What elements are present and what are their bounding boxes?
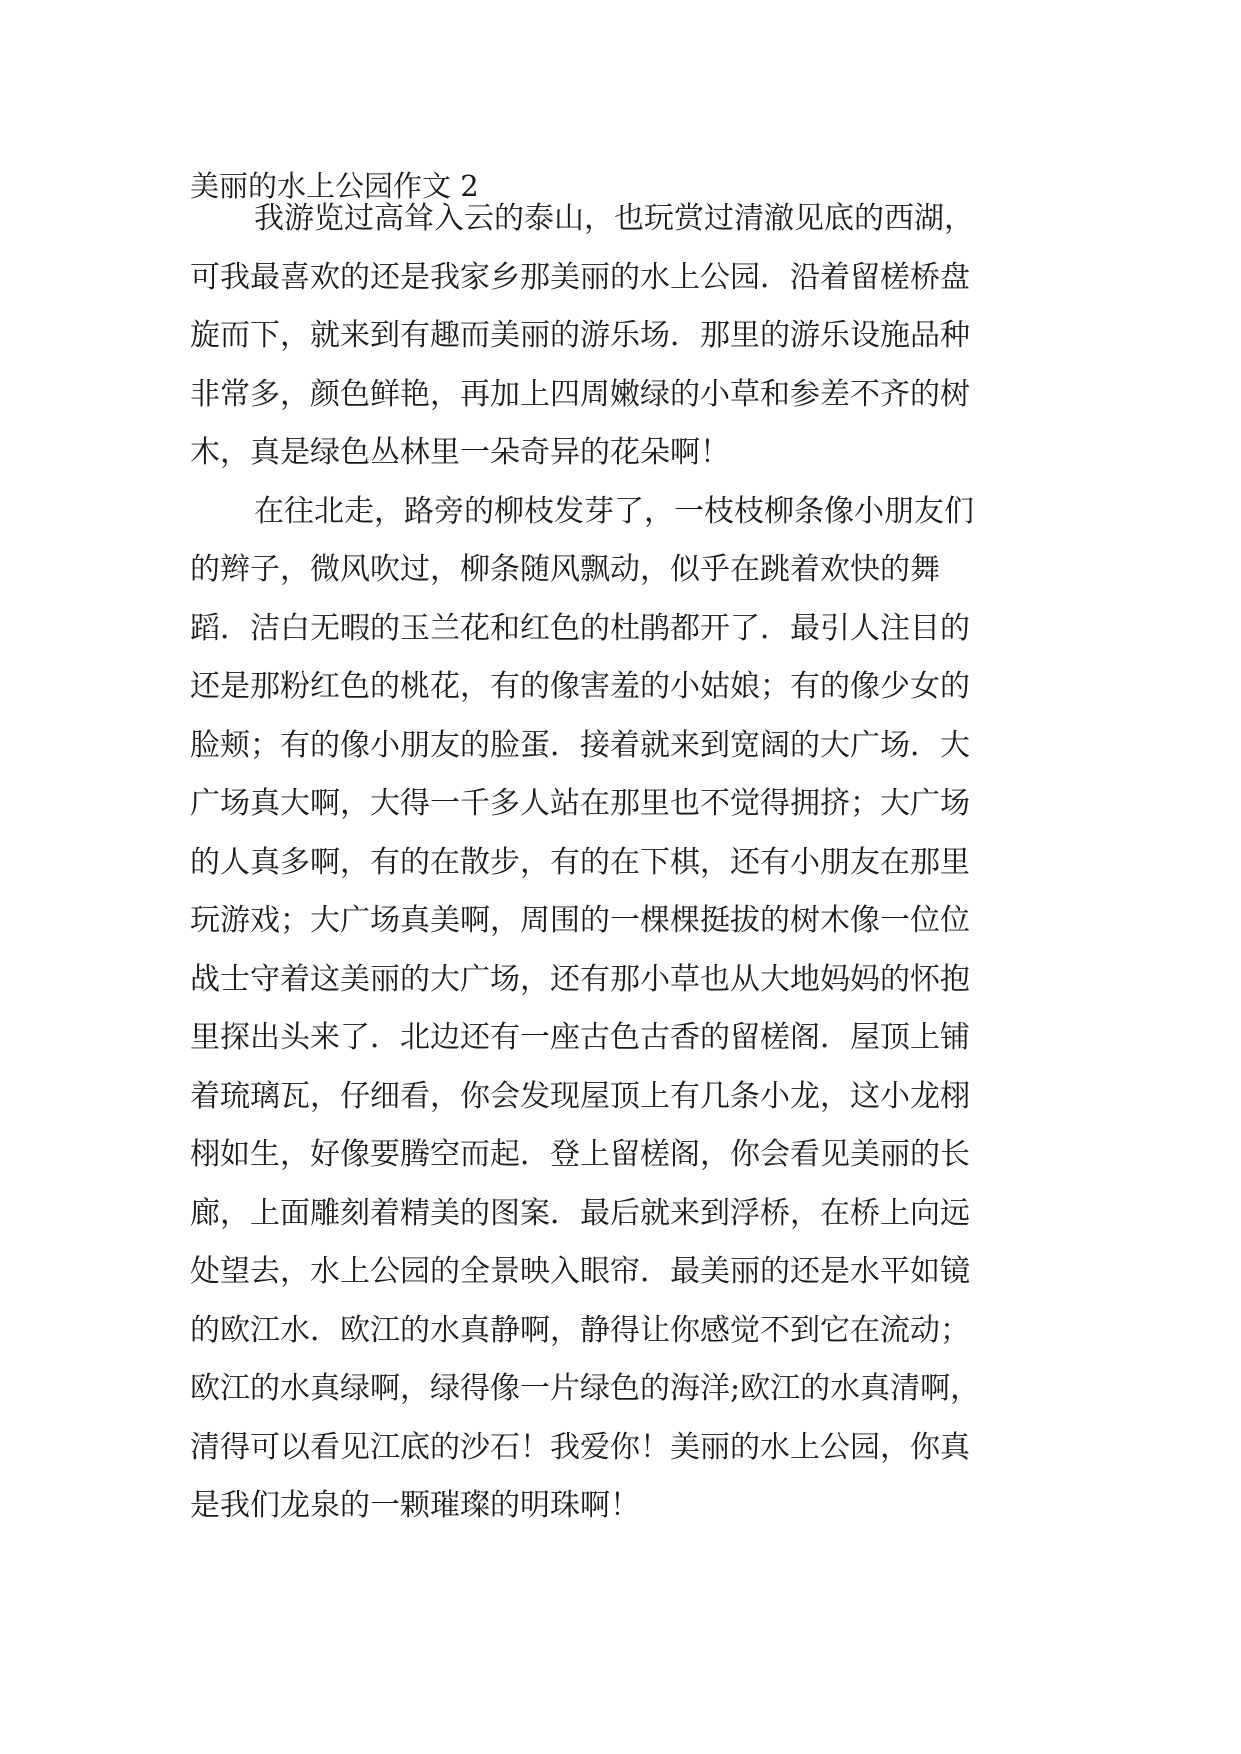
text-line: 还是那粉红色的桃花，有的像害羞的小姑娘；有的像少女的	[190, 669, 970, 704]
text-line: 廊，上面雕刻着精美的图案．最后就来到浮桥，在桥上向远	[190, 1195, 970, 1231]
text-line: 旋而下，就来到有趣而美丽的游乐场．那里的游乐设施品种	[190, 318, 970, 353]
text-line: 战士守着这美丽的大广场，还有那小草也从大地妈妈的怀抱	[190, 961, 970, 997]
text-line: 广场真大啊，大得一千多人站在那里也不觉得拥挤；大广场	[190, 786, 970, 821]
text-line: 脸颊；有的像小朋友的脸蛋．接着就来到宽阔的大广场．大	[190, 727, 970, 763]
text-line: 的欧江水．欧江的水真静啊，静得让你感觉不到它在流动；	[190, 1312, 970, 1348]
text-line: 里探出头来了．北边还有一座古色古香的留槎阁．屋顶上铺	[190, 1020, 970, 1055]
text-line: 着琉璃瓦，仔细看，你会发现屋顶上有几条小龙，这小龙栩	[190, 1078, 970, 1114]
text-line: 清得可以看见江底的沙石！我爱你！美丽的水上公园，你真	[190, 1429, 970, 1465]
text-line: 栩如生，好像要腾空而起．登上留槎阁，你会看见美丽的长	[190, 1137, 970, 1172]
text-line: 我游览过高耸入云的泰山，也玩赏过清澈见底的西湖，	[254, 201, 974, 236]
text-line: 非常多，颜色鲜艳，再加上四周嫩绿的小草和参差不齐的树	[190, 376, 970, 412]
paragraph-2	[190, 483, 1060, 1536]
text-line: 木，真是绿色丛林里一朵奇异的花朵啊！	[190, 435, 730, 470]
text-line: 的辫子，微风吹过，柳条随风飘动，似乎在跳着欢快的舞	[190, 552, 940, 587]
text-line: 蹈．洁白无暇的玉兰花和红色的杜鹃都开了．最引人注目的	[190, 610, 970, 646]
text-line: 处望去，水上公园的全景映入眼帘．最美丽的还是水平如镜	[190, 1254, 970, 1289]
paragraph-1	[190, 190, 1060, 483]
text-line: 欧江的水真绿啊，绿得像一片绿色的海洋;欧江的水真清啊，	[190, 1371, 981, 1406]
text-line: 是我们龙泉的一颗璀璨的明珠啊！	[190, 1488, 640, 1523]
text-line: 玩游戏；大广场真美啊，周围的一棵棵挺拔的树木像一位位	[190, 903, 970, 938]
document-title: 美丽的水上公园作文 2	[190, 169, 479, 203]
text-line: 的人真多啊，有的在散步，有的在下棋，还有小朋友在那里	[190, 844, 970, 880]
document-body	[190, 190, 1060, 1536]
text-line: 在往北走，路旁的柳枝发芽了，一枝枝柳条像小朋友们	[254, 493, 974, 529]
text-line: 可我最喜欢的还是我家乡那美丽的水上公园．沿着留槎桥盘	[190, 259, 970, 295]
